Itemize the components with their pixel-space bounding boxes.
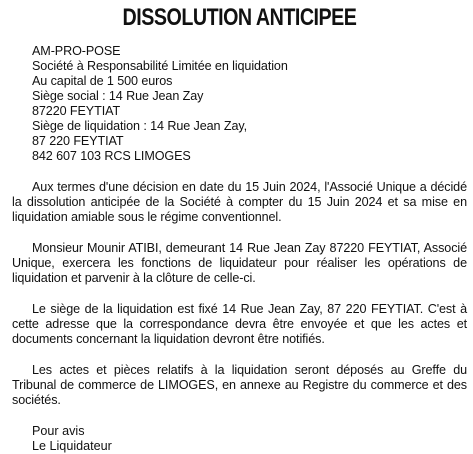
company-legal-form: Société à Responsabilité Limitée en liquidation (32, 59, 288, 73)
company-name: AM-PRO-POSE (32, 44, 121, 58)
notice-title: DISSOLUTION ANTICIPEE (122, 4, 357, 31)
closing-pour-avis: Pour avis (32, 424, 85, 438)
paragraph-filing: Les actes et pièces relatifs à la liquidation seront déposés au Greffe du Tribunal de commerce de LIMOGES, en annexe au Registre du commerce et des sociétés. (12, 363, 467, 407)
paragraph-liquidator: Monsieur Mounir ATIBI, demeurant 14 Rue Jean Zay 87220 FEYTIAT, Associé Unique, exercera les fonctions de liquidateur pour réaliser les opérations de liquidation et parvenir à la clôture de celle-ci. (12, 241, 467, 285)
company-rcs: 842 607 103 RCS LIMOGES (32, 149, 191, 163)
closing-signatory: Le Liquidateur (32, 439, 112, 453)
liquidation-office-city: 87 220 FEYTIAT (32, 134, 124, 148)
registered-office-city: 87220 FEYTIAT (32, 104, 121, 118)
registered-office-street: Siège social : 14 Rue Jean Zay (32, 89, 204, 103)
company-header (32, 44, 467, 164)
paragraph-liquidation-seat: Le siège de la liquidation est fixé 14 Rue Jean Zay, 87 220 FEYTIAT. C'est à cette adresse que la correspondance devra être envoyée et que les actes et documents concernant la liquidation devront être notifiés. (12, 302, 467, 346)
liquidation-office-street: Siège de liquidation : 14 Rue Jean Zay, (32, 119, 248, 133)
company-capital: Au capital de 1 500 euros (32, 74, 173, 88)
paragraph-dissolution-decision: Aux termes d'une décision en date du 15 Juin 2024, l'Associé Unique a décidé la dissolution anticipée de la Société à compter du 15 Juin 2024 et sa mise en liquidation amiable sous le régime conventionnel. (12, 180, 467, 224)
closing-signature (32, 424, 467, 454)
